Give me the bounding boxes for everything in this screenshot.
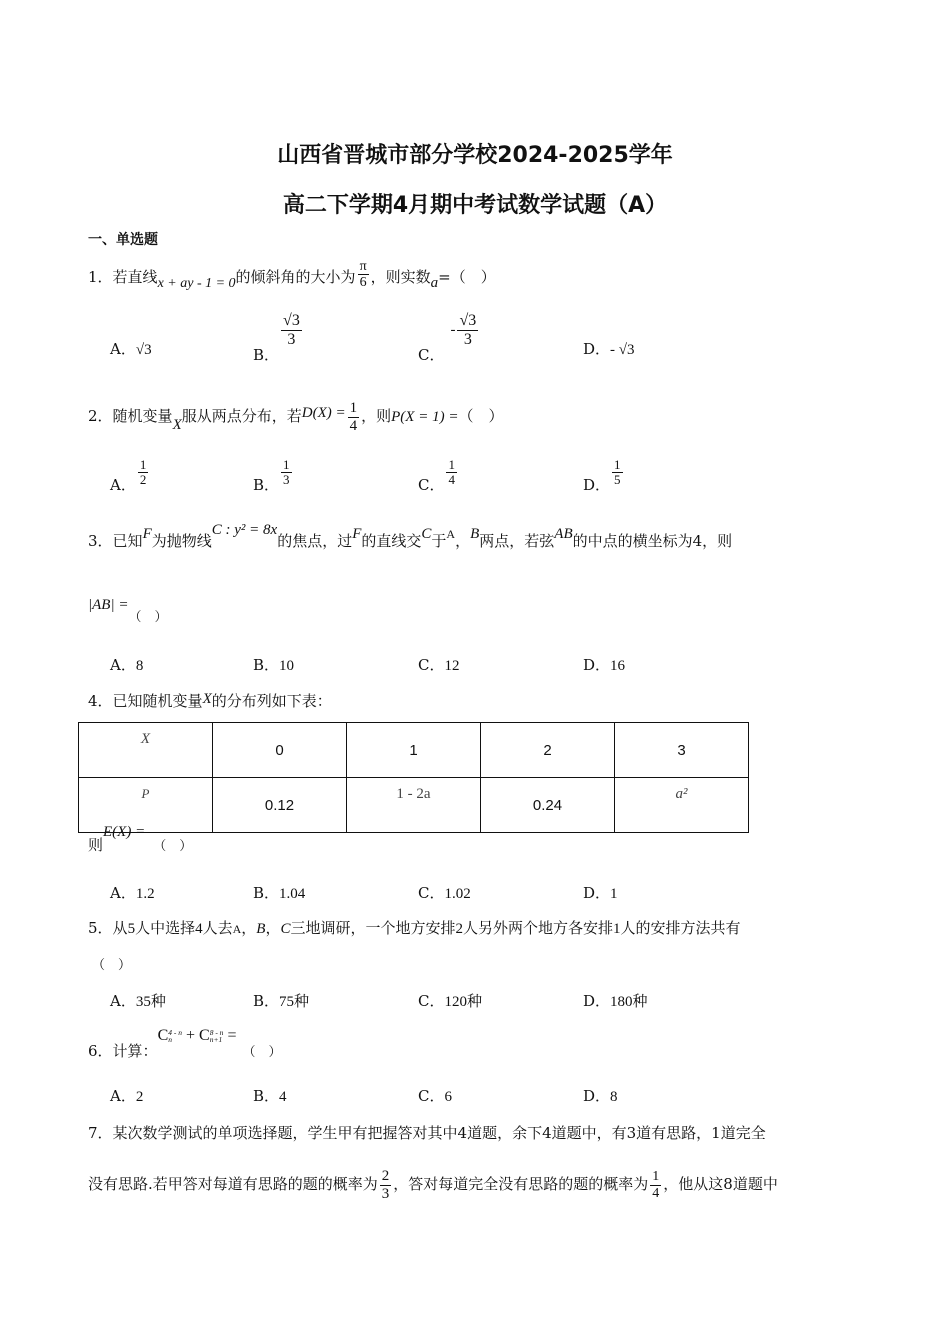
q4-line-then	[88, 820, 193, 854]
option-value: 120	[444, 994, 467, 1010]
q2-option-b[interactable]	[253, 457, 294, 494]
q1-frac	[358, 259, 369, 291]
q6-num: 6．	[88, 1042, 113, 1060]
table-cell: 1	[347, 723, 481, 778]
q4-then: 则	[88, 836, 104, 854]
q3-t4: 于	[431, 532, 447, 550]
option-value: 35	[135, 994, 151, 1010]
frac-num: 2	[381, 1168, 390, 1184]
q5-n1: 1	[613, 921, 621, 937]
q3-t3: 的直线交	[361, 532, 422, 550]
q6-option-c[interactable]	[418, 1085, 452, 1106]
q2-num: 2．	[88, 407, 113, 425]
option-label: C．	[418, 884, 445, 902]
q3-comma: ，	[455, 532, 471, 550]
q4-post: 的分布列如下表：	[211, 692, 332, 710]
option-label: A．	[110, 340, 136, 358]
q3-parabola: C : y² = 8x	[211, 522, 278, 538]
q2-post: ，则	[361, 407, 392, 425]
option-frac	[138, 458, 149, 488]
table-row	[79, 723, 749, 778]
q2-option-d[interactable]	[583, 457, 625, 494]
option-value: 2	[135, 1089, 144, 1105]
q2-p: P(X = 1) =	[391, 409, 459, 425]
q7-frac1	[380, 1168, 392, 1202]
q2-mid: 服从两点分布，若	[181, 407, 302, 425]
q1-var: a	[430, 274, 439, 291]
option-label: A．	[110, 475, 136, 494]
q1-option-c[interactable]	[418, 312, 480, 365]
q1-frac-den: 6	[359, 275, 367, 291]
q6-sup1: 4 - n	[168, 1027, 182, 1037]
table-cell: 2	[481, 723, 615, 778]
q5-num: 5．	[88, 919, 113, 937]
q6-tail: （ ）	[242, 1045, 282, 1060]
q4-option-c[interactable]	[418, 882, 471, 903]
option-label: D．	[583, 1087, 611, 1105]
q4-option-b[interactable]	[253, 882, 305, 903]
q7-line2-a: 没有思路.若甲答对每道有思路的题的概率为	[88, 1175, 378, 1193]
frac-num: 1	[652, 1169, 660, 1185]
frac-den: 3	[463, 330, 472, 348]
option-value: 4	[279, 1089, 287, 1105]
q3-t1: 为抛物线	[151, 532, 212, 550]
q1-frac-num: π	[359, 259, 367, 274]
q1-option-b[interactable]	[253, 312, 304, 365]
question-2	[88, 400, 503, 434]
option-value: 8	[135, 658, 144, 674]
q5-n4: 4	[195, 921, 203, 937]
option-label: A．	[110, 992, 136, 1010]
q5-a: 从	[112, 919, 128, 937]
q6-c2: C	[199, 1027, 210, 1044]
q7-line1: 某次数学测试的单项选择题，学生甲有把握答对其中4道题，余下4道题中，有3道有思路，1道完全	[112, 1124, 766, 1142]
frac-den: 3	[287, 330, 296, 348]
option-label: D．	[583, 475, 611, 494]
q1-tail: =（ ）	[438, 267, 496, 286]
q5-n5: 5	[127, 921, 136, 937]
q5-pa: A	[232, 922, 242, 936]
frac-den: 2	[139, 472, 147, 488]
option-unit: 种	[466, 992, 482, 1010]
option-label: C．	[418, 992, 445, 1010]
option-value: 1.04	[279, 886, 306, 902]
q1-post: ，则实数	[370, 267, 431, 286]
option-frac	[457, 312, 478, 348]
option-frac	[281, 312, 302, 348]
q3-pre: 已知	[112, 532, 143, 550]
option-sign: -	[450, 322, 456, 339]
table-cell: 0	[213, 723, 347, 778]
q3-abs: |AB| =	[88, 597, 129, 613]
q4-option-d[interactable]	[583, 882, 618, 903]
q1-num: 1．	[88, 267, 113, 286]
option-label: D．	[583, 992, 611, 1010]
q4-var: X	[202, 691, 212, 707]
option-label: A．	[110, 656, 136, 674]
q6-option-d[interactable]	[583, 1085, 618, 1106]
q2-d: D(X) =	[301, 405, 346, 421]
q6-sub1: n	[168, 1035, 172, 1045]
q5-sep2: ，	[265, 919, 281, 937]
q5-pc: C	[280, 921, 291, 937]
title-line1: 山西省晋城市部分学校2024-2025学年	[277, 143, 673, 168]
q5-f: 人的安排方法共有	[620, 919, 741, 937]
frac-den: 3	[381, 1185, 390, 1202]
question-5	[88, 917, 741, 938]
q3-option-c[interactable]	[418, 654, 459, 675]
frac-num: √3	[459, 312, 477, 329]
option-value: 16	[610, 658, 626, 674]
q3-b: B	[470, 526, 480, 542]
q7-line2-b: ，答对每道完全没有思路的题的概率为	[393, 1175, 649, 1193]
q5-e: 人另外两个地方各安排	[463, 919, 614, 937]
frac-num: 1	[139, 457, 147, 472]
option-value: 10	[279, 658, 295, 674]
option-value: 1	[610, 886, 618, 902]
q5-d: 三地调研，一个地方安排	[290, 919, 456, 937]
question-1	[88, 259, 496, 294]
option-label: A．	[110, 1087, 136, 1105]
q3-t5: 两点，若弦	[479, 532, 555, 550]
q2-option-c[interactable]	[418, 457, 459, 494]
q2-frac	[348, 400, 360, 434]
q6-c1: C	[157, 1027, 169, 1044]
q5-line2: （ ）	[92, 958, 132, 973]
table-cell: 0.24	[481, 778, 615, 833]
frac-den: 4	[652, 1185, 660, 1201]
q4-tail: （ ）	[153, 839, 193, 854]
q5-pb: B	[256, 921, 266, 937]
option-label: C．	[418, 656, 445, 674]
frac-num: 1	[448, 457, 455, 472]
section-heading: 一、单选题	[88, 232, 158, 248]
q6-sup2: 8 - n	[209, 1027, 224, 1037]
q7-line2-c: ，他从这8道题中	[663, 1175, 778, 1193]
option-value: 75	[279, 994, 295, 1010]
q1-pre: 若直线	[112, 267, 158, 286]
table-cell: a²	[615, 778, 749, 833]
q4-pre: 已知随机变量	[112, 692, 203, 710]
option-label: A．	[110, 884, 136, 902]
table-cell: X	[79, 723, 213, 778]
q3-f2: F	[352, 526, 362, 542]
table-cell: P	[79, 778, 213, 833]
option-value: 6	[444, 1089, 452, 1105]
option-value: 180	[610, 994, 633, 1010]
option-label: C．	[418, 475, 445, 494]
q5-option-b[interactable]	[253, 990, 309, 1011]
table-cell: 1 - 2a	[347, 778, 481, 833]
q7-frac2	[650, 1169, 661, 1201]
table-cell: 3	[615, 723, 749, 778]
question-6	[88, 1024, 282, 1060]
q3-t2: 的焦点，过	[277, 532, 353, 550]
q2-frac-num: 1	[349, 400, 358, 416]
option-value: - √3	[610, 342, 635, 358]
question-4	[88, 690, 332, 711]
q3-t6: 的中点的横坐标为4，则	[572, 532, 733, 550]
q3-option-a[interactable]	[110, 654, 143, 675]
table-cell: 0.12	[213, 778, 347, 833]
q7-line2	[88, 1168, 778, 1202]
option-label: B．	[253, 475, 280, 494]
option-label: B．	[253, 992, 280, 1010]
q3-f: F	[142, 526, 152, 542]
title-line2: 高二下学期4月期中考试数学试题（A）	[282, 193, 668, 218]
q1-option-a[interactable]	[110, 338, 152, 359]
option-label: B．	[253, 656, 280, 674]
option-label: C．	[418, 1087, 445, 1105]
distribution-table	[78, 722, 749, 833]
option-label: C．	[418, 346, 445, 365]
option-label: B．	[253, 346, 280, 365]
q3-option-d[interactable]	[583, 654, 625, 675]
q4-e: E(X) =	[103, 824, 146, 840]
frac-num: 1	[614, 457, 621, 472]
frac-den: 5	[614, 472, 621, 488]
q6-plus: +	[185, 1027, 196, 1044]
q5-option-a[interactable]	[110, 990, 166, 1011]
question-7	[88, 1122, 766, 1143]
option-frac	[281, 458, 292, 488]
q3-ab: AB	[554, 526, 573, 542]
option-unit: 种	[294, 992, 310, 1010]
q5-n2: 2	[455, 921, 463, 937]
option-label: B．	[253, 1087, 280, 1105]
q6-sub2: n+1	[209, 1035, 223, 1045]
q6-option-b[interactable]	[253, 1085, 287, 1106]
frac-den: 3	[283, 472, 290, 488]
option-value: 1.2	[135, 886, 155, 902]
option-unit: 种	[150, 992, 166, 1010]
q3-option-b[interactable]	[253, 654, 294, 675]
q1-mid: 的倾斜角的大小为	[235, 267, 356, 286]
q2-option-a[interactable]	[110, 457, 150, 494]
option-label: B．	[253, 884, 280, 902]
option-frac	[446, 458, 457, 488]
frac-num: √3	[283, 312, 300, 329]
frac-den: 4	[448, 472, 455, 488]
option-label: D．	[583, 884, 611, 902]
q2-var: X	[172, 417, 182, 433]
option-value: 1.02	[444, 886, 471, 902]
q2-tail: （ ）	[458, 407, 504, 425]
q3-line2	[88, 594, 168, 625]
q3-num: 3．	[88, 532, 113, 550]
q3-cc: C	[421, 526, 432, 542]
option-value: 8	[610, 1089, 618, 1105]
q5-sep1: ，	[241, 919, 257, 937]
q5-option-c[interactable]	[418, 990, 482, 1011]
q5-c: 人去	[202, 919, 233, 937]
q7-num: 7．	[88, 1124, 113, 1142]
q4-num: 4．	[88, 692, 113, 710]
q1-option-d[interactable]	[583, 338, 635, 359]
option-unit: 种	[632, 992, 648, 1010]
frac-num: 1	[283, 457, 290, 472]
q6-option-a[interactable]	[110, 1085, 143, 1106]
q6-pre: 计算：	[112, 1042, 158, 1060]
q6-eq: =	[227, 1027, 237, 1044]
q3-tail: （ ）	[128, 610, 168, 625]
q5-option-d[interactable]	[583, 990, 648, 1011]
question-3	[88, 522, 733, 551]
option-value: √3	[135, 342, 152, 358]
q1-eq: x + ay - 1 = 0	[157, 275, 236, 291]
q4-option-a[interactable]	[110, 882, 155, 903]
option-label: D．	[583, 656, 611, 674]
q3-a: A	[446, 527, 456, 541]
q6-expr	[158, 1027, 237, 1044]
option-label: D．	[583, 340, 611, 358]
q2-frac-den: 4	[349, 417, 358, 434]
q2-pre: 随机变量	[112, 407, 173, 425]
option-frac	[612, 458, 623, 488]
q5-b: 人中选择	[135, 919, 196, 937]
option-value: 12	[444, 658, 460, 674]
